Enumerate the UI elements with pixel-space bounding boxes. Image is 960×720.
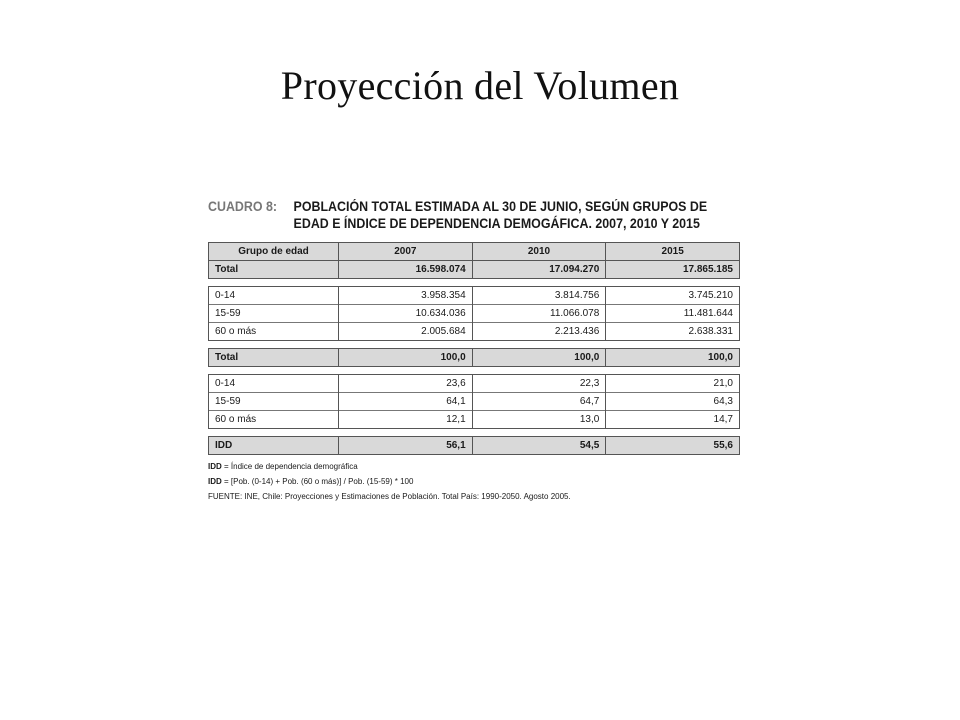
table-cell: 2.005.684: [339, 323, 473, 341]
total-percent-row: [209, 349, 740, 367]
block-percent-total: [208, 348, 740, 367]
table-cell: 3.958.354: [339, 287, 473, 305]
table-cell: 22,3: [472, 375, 606, 393]
table-row: [209, 393, 740, 411]
table-cell: 0-14: [209, 375, 339, 393]
note-key: IDD: [208, 477, 222, 486]
table-cell: Total: [209, 349, 339, 367]
percent-table: [208, 374, 740, 429]
table-row: [209, 411, 740, 429]
table-cell: 13,0: [472, 411, 606, 429]
table-cell: 64,1: [339, 393, 473, 411]
slide-title: Proyección del Volumen: [280, 63, 680, 108]
block-absolute-rows: [208, 286, 740, 341]
table-row: [209, 287, 740, 305]
caption-label: CUADRO 8:: [208, 199, 278, 214]
table-cell: 11.066.078: [472, 305, 606, 323]
note-text: = Índice de dependencia demográfica: [221, 462, 358, 471]
table-header-row: [209, 243, 740, 261]
table-cell: 15-59: [209, 305, 339, 323]
note-idd-definition: [208, 459, 740, 474]
table-cell: 17.865.185: [606, 261, 740, 279]
table-row: [209, 305, 740, 323]
table-cell: 60 o más: [209, 323, 339, 341]
table-row: [209, 375, 740, 393]
header-cell-2015: 2015: [606, 243, 740, 261]
header-table: [208, 242, 740, 279]
table-cell: 55,6: [606, 437, 740, 455]
table-cell: 16.598.074: [339, 261, 473, 279]
table-cell: 15-59: [209, 393, 339, 411]
table-cell: 100,0: [606, 349, 740, 367]
table-cell: 56,1: [339, 437, 473, 455]
table-cell: IDD: [209, 437, 339, 455]
caption-line-1: POBLACIÓN TOTAL ESTIMADA AL 30 DE JUNIO, SEGÚN GRUPOS DE: [293, 199, 708, 214]
caption-line-2: EDAD E ÍNDICE DE DEPENDENCIA DEMOGÁFICA. 2007, 2010 Y 2015: [293, 216, 700, 231]
header-cell-2007: 2007: [339, 243, 473, 261]
table-cell: 11.481.644: [606, 305, 740, 323]
caption-text: [294, 198, 708, 232]
note-text: = [Pob. (0-14) + Pob. (60 o más)] / Pob. (15-59) * 100: [221, 477, 414, 486]
table-caption: [208, 198, 742, 232]
block-absolute-total: [208, 242, 740, 279]
note-idd-formula: [208, 474, 740, 489]
idd-row: [209, 437, 740, 455]
table-cell: 17.094.270: [472, 261, 606, 279]
table-cell: 100,0: [472, 349, 606, 367]
header-cell-grupo: Grupo de edad: [209, 243, 339, 261]
table-figure: [208, 198, 740, 504]
table-cell: 21,0: [606, 375, 740, 393]
table-cell: 10.634.036: [339, 305, 473, 323]
table-cell: 3.814.756: [472, 287, 606, 305]
table-cell: 2.638.331: [606, 323, 740, 341]
note-source: FUENTE: INE, Chile: Proyecciones y Estimaciones de Población. Total País: 1990-2050. Agosto 2005.: [208, 492, 571, 501]
block-idd: [208, 436, 740, 455]
table-cell: 60 o más: [209, 411, 339, 429]
table-cell: 23,6: [339, 375, 473, 393]
table-notes: [208, 459, 740, 504]
table-row: [209, 323, 740, 341]
table-cell: 54,5: [472, 437, 606, 455]
table-cell: 14,7: [606, 411, 740, 429]
header-cell-2010: 2010: [472, 243, 606, 261]
table-cell: Total: [209, 261, 339, 279]
total-absolute-row: [209, 261, 740, 279]
absolute-table: [208, 286, 740, 341]
table-cell: 64,7: [472, 393, 606, 411]
table-cell: 12,1: [339, 411, 473, 429]
percent-total-table: [208, 348, 740, 367]
table-cell: 2.213.436: [472, 323, 606, 341]
table-cell: 64,3: [606, 393, 740, 411]
note-key: IDD: [208, 462, 222, 471]
block-percent-rows: [208, 374, 740, 429]
idd-table: [208, 436, 740, 455]
table-cell: 0-14: [209, 287, 339, 305]
table-cell: 3.745.210: [606, 287, 740, 305]
table-cell: 100,0: [339, 349, 473, 367]
